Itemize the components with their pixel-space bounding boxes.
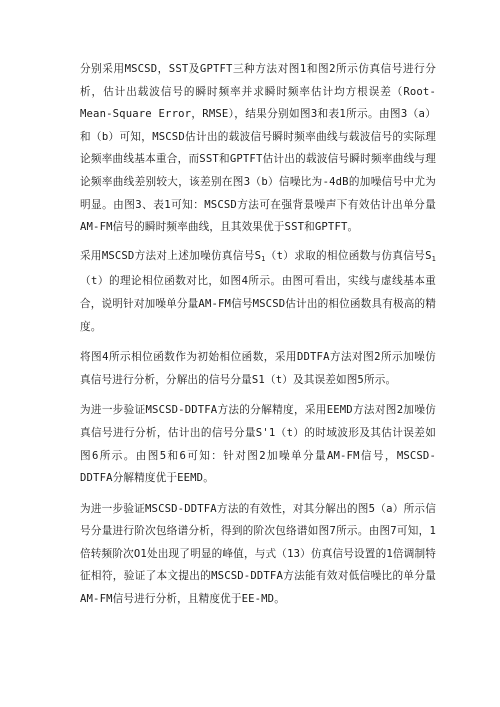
paragraph-2-text-a: 采用MSCSD方法对上述加噪仿真信号S bbox=[80, 249, 262, 262]
paragraph-3: 将图4所示相位函数作为初始相位函数，采用DDTFA方法对图2所示加噪仿真信号进行分析，分解出的信号分量S1（t）及其误差如图5所示。 bbox=[80, 351, 436, 386]
paragraph-2 bbox=[80, 245, 436, 338]
paragraph-1: 分别采用MSCSD，SST及GPTFT三种方法对图1和图2所示仿真信号进行分析，估计出载波信号的瞬时频率并求瞬时频率估计均方根误差（Root-Mean-Square Error，RMSE），结果分别如图3和表1所示。由图3（a）和（b）可知，MSCSD估计出的载波信号瞬时频率曲线与载波信号的实际理论频率曲线基本重合，而SST和GPTFT估计出的载波信号瞬时频率曲线与理论频率曲线差别较大，该差别在图3（b）信噪比为-4dB的加噪信号中尤为明显。由图3、表1可知：MSCSD方法可在强背景噪声下有效估计出单分量AM-FM信号的瞬时频率曲线，且其效果优于SST和GPTFT。 bbox=[80, 63, 436, 234]
paragraph-2-text-c: （t）的理论相位函数对比，如图4所示。由图可看出，实线与虚线基本重合，说明针对加噪单分量AM-FM信号MSCSD估计出的相位函数具有极高的精度。 bbox=[80, 275, 436, 333]
paragraph-5: 为进一步验证MSCSD-DDTFA方法的有效性，对其分解出的图5（a）所示信号分量进行阶次包络谱分析，得到的阶次包络谱如图7所示。由图7可知，1倍转频阶次O1处出现了明显的峰值，与式（13）仿真信号设置的1倍调制特征相符，验证了本文提出的MSCSD-DDTFA方法能有效对低信噪比的单分量AM-FM信号进行分析，且精度优于EE-MD。 bbox=[80, 502, 436, 606]
subscript: 1 bbox=[431, 254, 436, 263]
subscript: 1 bbox=[261, 254, 266, 263]
paragraph-2-text-b: （t）求取的相位函数与仿真信号S bbox=[265, 249, 432, 262]
paragraph-4: 为进一步验证MSCSD-DDTFA方法的分解精度，采用EEMD方法对图2加噪仿真信号进行分析，估计出的信号分量S'1（t）的时域波形及其估计误差如图6所示。由图5和6可知：针对图2加噪单分量AM-FM信号，MSCSD-DDTFA分解精度优于EEMD。 bbox=[80, 404, 436, 485]
